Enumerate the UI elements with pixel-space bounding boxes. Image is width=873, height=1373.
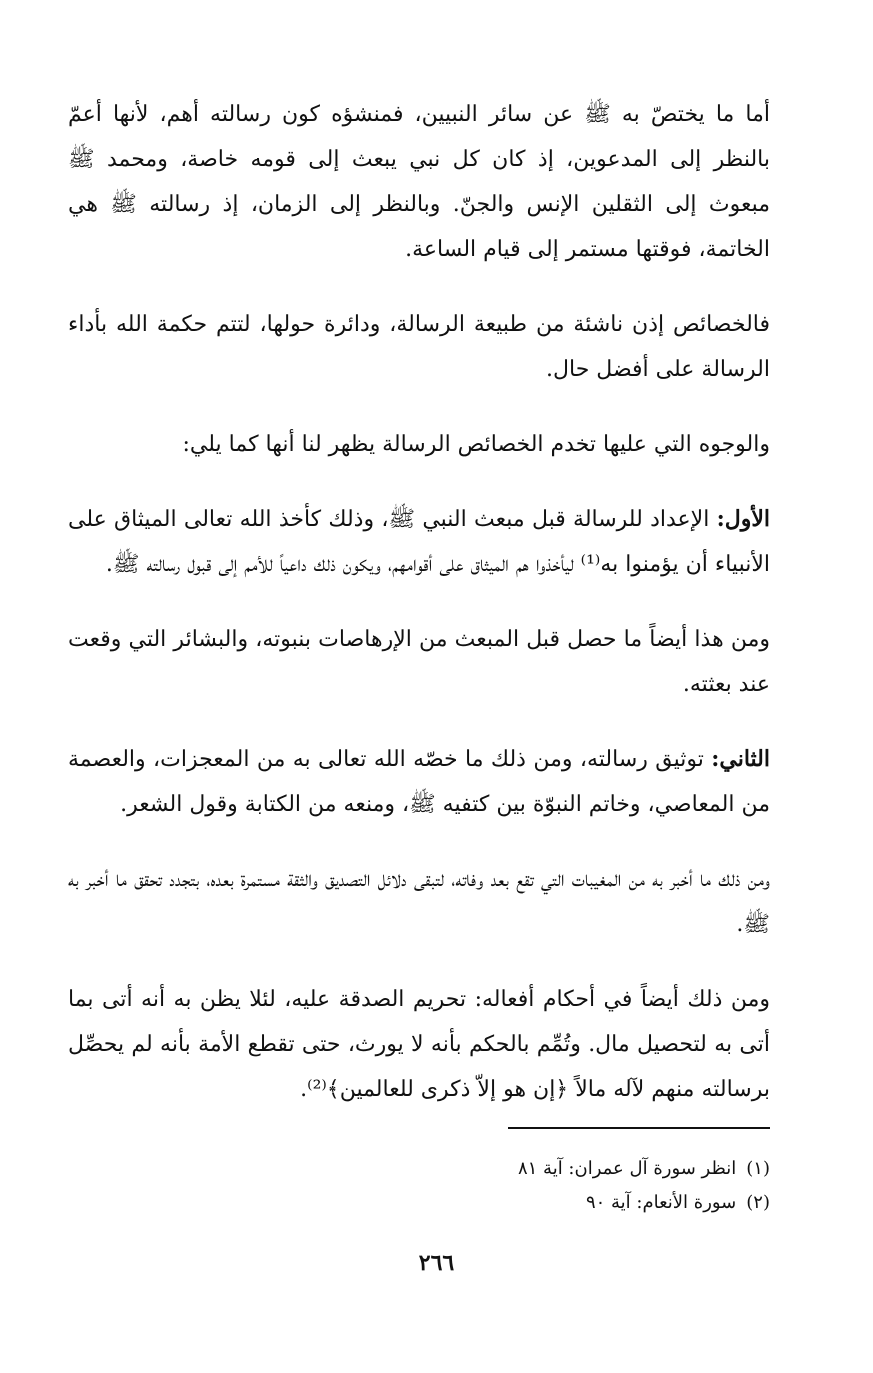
paragraph-text: والوجوه التي عليها تخدم الخصائص الرسالة يظهر لنا أنها كما يلي: [182,432,770,457]
paragraph-8 [68,977,770,1112]
paragraph-2 [68,302,770,392]
paragraph-5 [68,617,770,707]
footnote-number: (٢) [746,1192,770,1213]
footnote-number: (١) [746,1158,770,1179]
footnote-text: انظر سورة آل عمران: آية ٨١ [517,1158,737,1179]
paragraph-text: الإعداد للرسالة قبل مبعث النبي ﷺ، وذلك كأخذ الله تعالى الميثاق على الأنبياء أن يؤمنوا به⁽¹⁾ ليأخذوا هم الميثاق على أقوامهم، ويكون ذلك داعياً للأمم إلى قبول رسالته ﷺ. [68,507,770,577]
paragraph-text: ومن ذلك ما أخبر به من المغيبات التي تقع بعد وفاته، لتبقى دلائل التصديق والثقة مستمرة بعده، بتجدد تحقق ما أخبر به ﷺ. [68,867,770,937]
paragraph-7 [68,857,770,947]
paragraph-4 [68,497,770,587]
footnote-2 [70,1186,770,1220]
paragraph-text: ومن ذلك أيضاً في أحكام أفعاله: تحريم الصدقة عليه، لئلا يظن به أنه أتى بما أتى به لتحصيل مال. وتُمِّم بالحكم بأنه لا يورث، حتى تقطع الأمة بأنه لم يحصِّل برسالته منهم لآله مالاً ﴿إن هو إلاّ ذكرى للعالمين﴾⁽²⁾. [68,987,770,1102]
paragraph-lead: الأول: [716,506,770,532]
footnote-text: سورة الأنعام: آية ٩٠ [585,1192,737,1213]
paragraph-text: فالخصائص إذن ناشئة من طبيعة الرسالة، ودائرة حولها، لتتم حكمة الله بأداء الرسالة على أفضل حال. [68,312,770,382]
body-text [68,92,770,1134]
paragraph-text: أما ما يختصّ به ﷺ عن سائر النبيين، فمنشؤه كون رسالته أهم، لأنها أعمّ بالنظر إلى المدعوين، إذ كان كل نبي يبعث إلى قومه خاصة، ومحمد ﷺ مبعوث إلى الثقلين الإنس والجنّ. وبالنظر إلى الزمان، إذ رسالته ﷺ هي الخاتمة، فوقتها مستمر إلى قيام الساعة. [68,102,770,262]
footnotes [70,1152,770,1220]
paragraph-text: توثيق رسالته، ومن ذلك ما خصّه الله تعالى به من المعجزات، والعصمة من المعاصي، وخاتم النبوّة بين كتفيه ﷺ، ومنعه من الكتابة وقول الشعر. [68,747,770,817]
page-number: ٢٦٦ [418,1250,455,1276]
paragraph-1 [68,92,770,272]
paragraph-6 [68,737,770,827]
footnote-1 [70,1152,770,1186]
paragraph-text: ومن هذا أيضاً ما حصل قبل المبعث من الإرهاصات بنبوته، والبشائر التي وقعت عند بعثته. [68,627,770,697]
footnote-divider [508,1127,770,1129]
paragraph-lead: الثاني: [711,746,770,772]
paragraph-3 [68,422,770,467]
